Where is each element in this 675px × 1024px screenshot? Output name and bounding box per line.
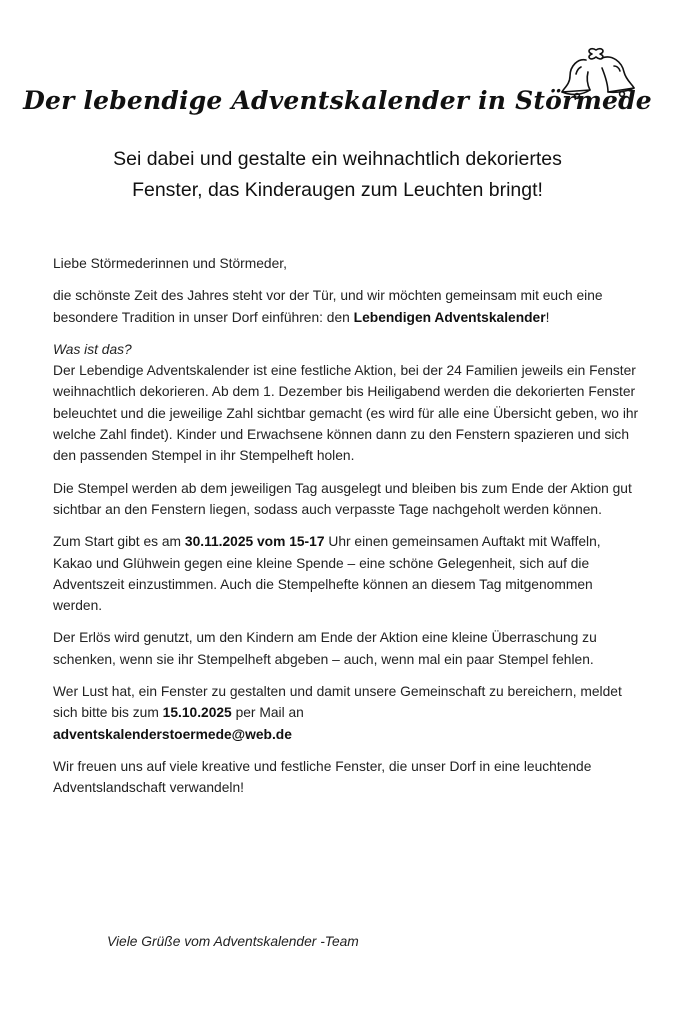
what-heading-text: Was ist das? [53,341,132,357]
intro-text: die schönste Zeit des Jahres steht vor der Tür, und wir möchten gemeinsam mit euch eine besondere Tradition in unser Dorf einführen: den [53,288,603,325]
email-address: adventskalenderstoermede@web.de [53,726,292,742]
closing-paragraph: Wir freuen uns auf viele kreative und festliche Fenster, die unser Dorf in eine leuchtende Adventslandschaft verwandeln! [53,758,592,796]
page-title: Der lebendige Adventskalender in Störmede [23,86,652,115]
intro-highlight: Lebendigen Adventskalender [353,309,546,325]
greeting: Liebe Störmederinnen und Störmeder, [53,256,287,271]
signoff: Viele Grüße vom Adventskalender -Team [107,934,359,949]
signup-pre: Wer Lust hat, ein Fenster zu gestalten und damit unsere Gemeinschaft zu bereichern, meldet sich bitte bis zum [53,684,622,721]
what-heading [53,339,643,360]
start-date: 30.11.2025 vom 15-17 [184,534,325,550]
intro-paragraph [53,285,643,328]
start-paragraph [53,531,643,616]
letter-body [53,253,643,810]
start-pre: Zum Start gibt es am [53,534,182,550]
stamps-paragraph: Die Stempel werden ab dem jeweiligen Tag ausgelegt und bleiben bis zum Ende der Aktion gut sichtbar an den Fenstern liegen, sodass auch verpasste Tage nachgeholt werden können. [53,480,632,517]
intro-end: ! [545,309,550,325]
subtitle-line-1: Sei dabei und gestalte ein weihnachtlich dekoriertes [113,148,562,170]
subtitle-line-2: Fenster, das Kinderaugen zum Leuchten bringt! [132,179,543,201]
proceeds-paragraph: Der Erlös wird genutzt, um den Kindern am Ende der Aktion eine kleine Überraschung zu schenken, wenn sie ihr Stempelheft abgeben – auch, wenn mal ein paar Stempel fehlen. [53,630,597,667]
signup-date: 15.10.2025 [162,705,232,721]
signup-paragraph [53,681,643,745]
subtitle [40,144,635,206]
start-post: Uhr einen gemeinsamen Auftakt mit Waffeln, Kakao und Glühwein gegen eine kleine Spende – eine schöne Gelegenheit, sich auf die Adventszeit einzustimmen. Auch die Stempelhefte können an diesem Tag mitgenommen werden. [53,534,601,614]
what-paragraph: Der Lebendige Adventskalender ist eine festliche Aktion, bei der 24 Familien jeweils ein Fenster weihnachtlich dekorieren. Ab dem 1. Dezember bis Heiligabend werden die dekorierten Fenster beleuchtet und die jeweilige Zahl sichtbar gemacht (es wird für alle eine Übersicht geben, wo ihr welche Zahl findet). Kinder und Erwachsene können dann zu den Fenstern spazieren und sich den passenden Stempel in ihr Stempelheft holen. [53,363,639,464]
signup-post: per Mail an [235,705,304,721]
